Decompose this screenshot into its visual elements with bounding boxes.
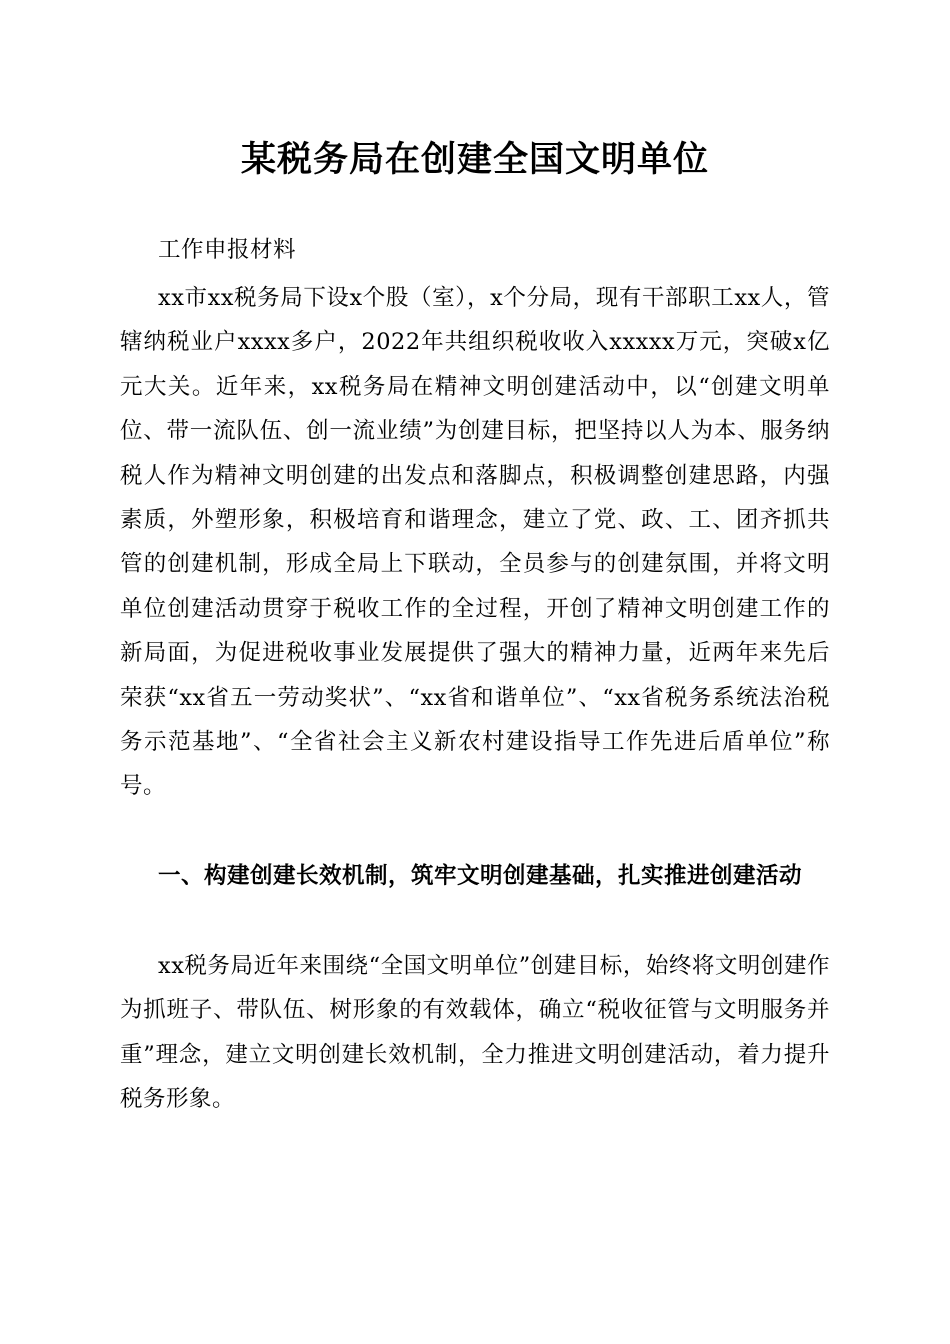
document-subtitle: 工作申报材料: [158, 237, 297, 263]
paragraph-intro: xx市xx税务局下设x个股（室），x个分局，现有干部职工xx人，管辖纳税业户xxxx多户，2022年共组织税收收入xxxxx万元，突破x亿元大关。近年来，xx税务局在精神文明创建活动中，以“创建文明单位、带一流队伍、创一流业绩”为创建目标，把坚持以人为本、服务纳税人作为精神文明创建的出发点和落脚点，积极调整创建思路，内强素质，外塑形象，积极培育和谐理念，建立了党、政、工、团齐抓共管的创建机制，形成全局上下联动，全员参与的创建氛围，并将文明单位创建活动贯穿于税收工作的全过程，开创了精神文明创建工作的新局面，为促进税收事业发展提供了强大的精神力量，近两年来先后荣获“xx省五一劳动奖状”、“xx省和谐单位”、“xx省税务系统法治税务示范基地”、“全省社会主义新农村建设指导工作先进后盾单位”称号。: [120, 285, 830, 800]
paragraph-section-1: xx税务局近年来围绕“全国文明单位”创建目标，始终将文明创建作为抓班子、带队伍、树形象的有效载体，确立“税收征管与文明服务并重”理念，建立文明创建长效机制，全力推进文明创建活动，着力提升税务形象。: [120, 953, 830, 1113]
document-title: 某税务局在创建全国文明单位: [240, 139, 709, 180]
section-heading-1: 一、构建创建长效机制，筑牢文明创建基础，扎实推进创建活动: [158, 863, 803, 889]
